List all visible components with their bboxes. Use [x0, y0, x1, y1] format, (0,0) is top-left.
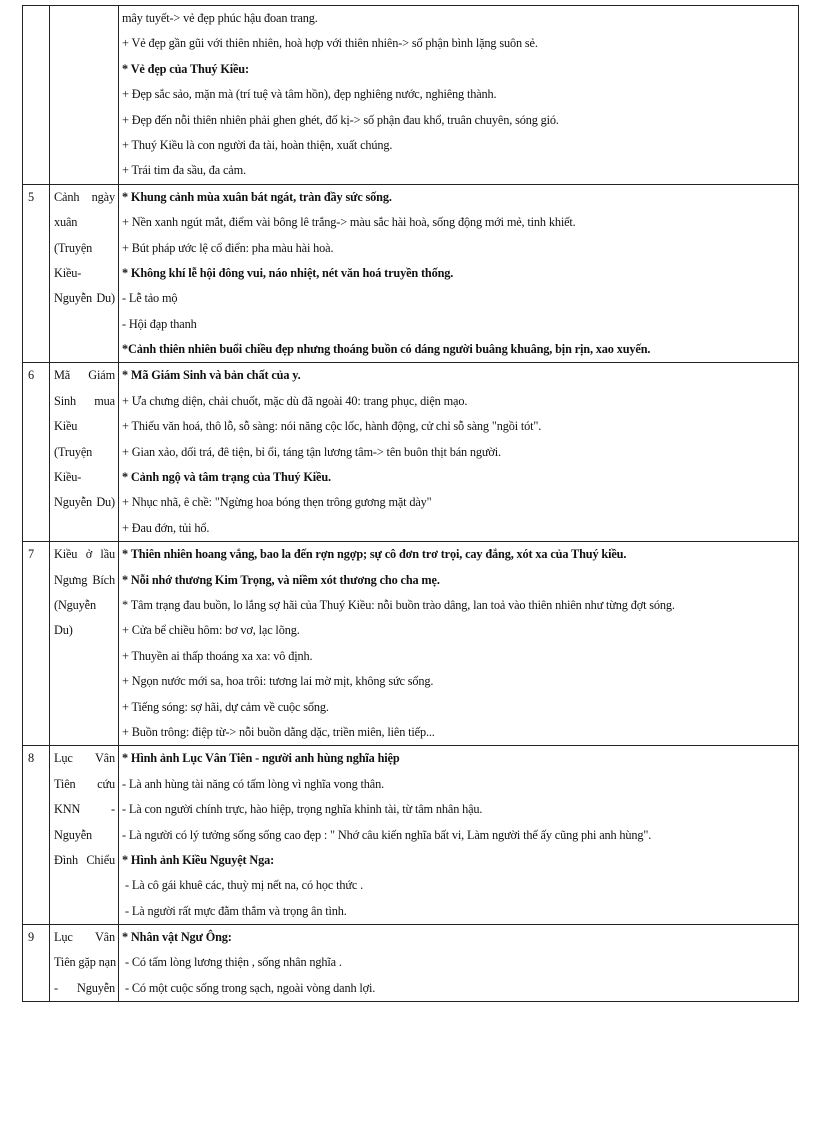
table-row: [23, 542, 799, 746]
content-line: + Trái tim đa sầu, đa cảm.: [122, 163, 246, 178]
content-line: - Lễ tảo mộ: [122, 291, 178, 306]
row-number-cell: [23, 184, 50, 363]
row-number-cell: [23, 925, 50, 1002]
content-line: - Là người có lý tưởng sống sống cao đẹp : " Nhớ câu kiến nghĩa bất vi, Làm người thế ấy cũng phi anh hùng".: [122, 827, 652, 842]
content-line: + Gian xảo, dối trá, đê tiện, bỉ ổi, táng tận lương tâm-> tên buôn thịt bán người.: [122, 444, 501, 459]
section-heading: * Nhân vật Ngư Ông:: [122, 930, 232, 945]
content-line: + Đẹp đến nỗi thiên nhiên phải ghen ghét, đố kị-> số phận đau khổ, truân chuyên, sóng gió.: [122, 112, 559, 127]
content-line: - Có tấm lòng lương thiện , sống nhân nghĩa .: [125, 955, 342, 970]
content-line: + Nhục nhã, ê chề: "Ngừng hoa bóng thẹn trông gương mặt dày": [122, 495, 432, 510]
section-heading: * Khung cảnh mùa xuân bát ngát, tràn đầy sức sống.: [122, 189, 392, 204]
work-title-cell: [50, 542, 119, 746]
work-title-line: Kiều-: [54, 470, 82, 485]
content-cell: [119, 746, 799, 925]
content-line: + Nền xanh ngút mắt, điểm vài bông lê trắng-> màu sắc hài hoà, sống động mới mẻ, tinh khiết.: [122, 215, 576, 230]
work-title-line: KNN -: [54, 802, 115, 817]
work-title-line: Nguyễn Du): [54, 495, 115, 510]
row-number: 5: [28, 189, 34, 204]
content-line: + Thuyền ai thấp thoáng xa xa: vô định.: [122, 648, 313, 663]
work-title-line: Kiều: [54, 419, 78, 434]
work-title-line: - Nguyễn: [54, 980, 115, 995]
work-title-line: Đình Chiểu: [54, 852, 115, 867]
content-line: + Ưa chưng diện, chải chuốt, mặc dù đã ngoài 40: trang phục, diện mạo.: [122, 393, 468, 408]
row-number: 8: [28, 751, 34, 766]
work-title-cell: [50, 363, 119, 542]
content-line: - Là anh hùng tài năng có tấm lòng vì nghĩa vong thân.: [122, 776, 385, 791]
work-title-line: Kiều-: [54, 265, 82, 280]
section-heading: * Mã Giám Sinh và bản chất của y.: [122, 368, 301, 383]
content-line: + Cửa bể chiều hôm: bơ vơ, lạc lõng.: [122, 623, 300, 638]
table-row: [23, 184, 799, 363]
work-title-cell: [50, 184, 119, 363]
section-heading: * Cảnh ngộ và tâm trạng của Thuý Kiều.: [122, 470, 331, 485]
section-heading: * Nỗi nhớ thương Kim Trọng, và niềm xót thương cho cha mẹ.: [122, 572, 440, 587]
row-number: 7: [28, 547, 34, 562]
work-title-line: Sinh mua: [54, 393, 115, 408]
table-row: [23, 746, 799, 925]
work-title-line: (Truyện: [54, 444, 93, 459]
work-title-cell: [50, 746, 119, 925]
content-cell: [119, 184, 799, 363]
content-line: + Thiếu văn hoá, thô lỗ, sỗ sàng: nói năng cộc lốc, hành động, cử chỉ sỗ sàng "ngồi tót".: [122, 419, 542, 434]
row-number-cell: [23, 363, 50, 542]
work-title-cell: [50, 925, 119, 1002]
table-row: [23, 6, 799, 185]
work-title-line: Nguyễn Du): [54, 291, 115, 306]
content-line: + Buồn trông: điệp từ-> nỗi buồn dằng dặc, triền miên, liên tiếp...: [122, 724, 435, 739]
content-line: mây tuyết-> vẻ đẹp phúc hậu đoan trang.: [122, 11, 318, 25]
content-line: + Ngọn nước mới sa, hoa trôi: tương lai mờ mịt, không sức sống.: [122, 674, 434, 689]
work-title-line: Mã Giám: [54, 368, 115, 383]
content-line: - Là con người chính trực, hào hiệp, trọng nghĩa khinh tài, từ tâm nhân hậu.: [122, 802, 483, 817]
section-heading: * Thiên nhiên hoang vắng, bao la đến rợn ngợp; sự cô đơn trơ trọi, cay đắng, xót xa của Thuý kiều.: [122, 547, 627, 562]
content-cell: [119, 6, 799, 185]
section-heading: * Không khí lễ hội đông vui, náo nhiệt, nét văn hoá truyền thống.: [122, 265, 454, 280]
row-number: 6: [28, 368, 34, 383]
content-line: + Bút pháp ước lệ cổ điển: pha màu hài hoà.: [122, 240, 334, 255]
work-title-line: Nguyễn: [54, 827, 93, 842]
work-title-line: Tiên cứu: [54, 776, 115, 791]
work-title-line: Lục Vân: [54, 930, 115, 945]
content-line: + Tiếng sóng: sợ hãi, dự cảm về cuộc sống.: [122, 699, 329, 714]
content-line: + Đau đớn, tủi hổ.: [122, 520, 210, 535]
section-heading: * Hình ảnh Lục Vân Tiên - người anh hùng nghĩa hiệp: [122, 751, 400, 766]
work-title-line: Cảnh ngày: [54, 189, 115, 204]
row-number: [23, 6, 49, 31]
content-line: - Có một cuộc sống trong sạch, ngoài vòng danh lợi.: [125, 980, 376, 995]
row-number-cell: [23, 6, 50, 185]
work-title-cell: [50, 6, 119, 185]
work-title-line: (Nguyễn: [54, 597, 96, 612]
section-heading: *Cảnh thiên nhiên buổi chiều đẹp nhưng thoáng buồn có dáng người buâng khuâng, bịn rịn, xao xuyến.: [122, 342, 651, 357]
content-cell: [119, 363, 799, 542]
work-title-line: xuân: [54, 215, 78, 230]
literature-summary-table: [22, 5, 799, 1002]
content-line: * Tâm trạng đau buồn, lo lắng sợ hãi của Thuý Kiều: nỗi buồn trào dâng, lan toả vào thiên nhiên như từng đợt sóng.: [122, 597, 675, 612]
content-cell: [119, 542, 799, 746]
content-line: - Hội đạp thanh: [122, 316, 197, 331]
section-heading: * Hình ảnh Kiều Nguyệt Nga:: [122, 852, 275, 867]
content-line: - Là cô gái khuê các, thuỳ mị nết na, có học thức .: [125, 878, 364, 893]
content-line: + Đẹp sắc sảo, mặn mà (trí tuệ và tâm hồn), đẹp nghiêng nước, nghiêng thành.: [122, 87, 497, 102]
table-row: [23, 363, 799, 542]
table-body: [23, 6, 799, 1002]
table-row: [23, 925, 799, 1002]
work-title-line: Tiên gặp nạn: [54, 955, 116, 970]
work-title-line: (Truyện: [54, 240, 93, 255]
work-title-line: Kiều ở lầu: [54, 547, 115, 562]
work-title-line: Lục Vân: [54, 751, 115, 766]
content-line: - Là người rất mực đằm thắm và trọng ân tình.: [125, 903, 347, 918]
section-heading: * Vẻ đẹp của Thuý Kiều:: [122, 61, 249, 76]
content-cell: [119, 925, 799, 1002]
row-number-cell: [23, 746, 50, 925]
row-number-cell: [23, 542, 50, 746]
content-line: + Thuý Kiều là con người đa tài, hoàn thiện, xuất chúng.: [122, 137, 393, 152]
work-title-line: Ngưng Bích: [54, 572, 115, 587]
content-line: + Vẻ đẹp gần gũi với thiên nhiên, hoà hợp với thiên nhiên-> số phận bình lặng suôn sẻ.: [122, 36, 538, 51]
work-title-line: Du): [54, 623, 73, 638]
row-number: 9: [28, 930, 34, 945]
